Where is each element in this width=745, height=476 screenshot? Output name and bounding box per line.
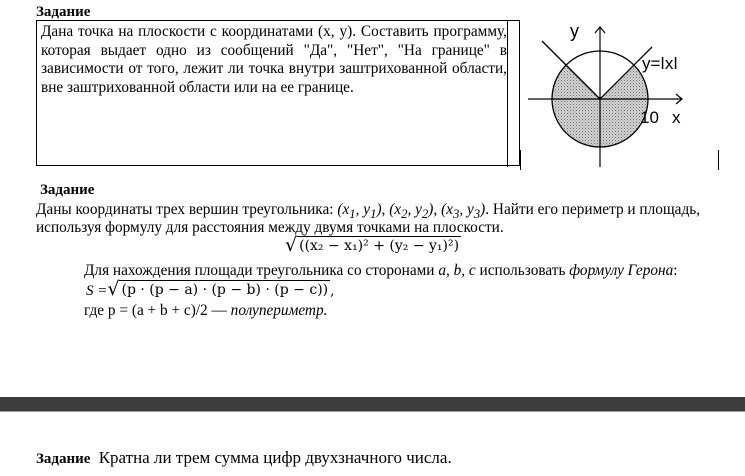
heron-radicand: (p · (p − a) · (p − b) · (p − c)): [121, 282, 329, 298]
heron-name: формулу Герона: [569, 262, 674, 279]
heron-intro: Для нахождения площади треугольника со сторонами: [84, 262, 435, 279]
heron-intro-line: Для нахождения площади треугольника со сторонами a, b, c использовать формулу Герона:: [84, 262, 678, 279]
task2-header: Задание: [40, 182, 95, 198]
point-2: ($x_2$, $y_2$): [389, 201, 434, 222]
heron-lhs: S =: [86, 283, 108, 299]
figure-frame-left: [520, 150, 521, 170]
task2-line1-tail: . Найти его периметр и площадь,: [485, 201, 701, 218]
p-name: полупериметр.: [230, 302, 328, 319]
where-label: где: [84, 302, 105, 319]
figure-frame-right: [718, 150, 719, 170]
point-1: ($x_1$, $y_1$): [337, 201, 382, 222]
task3-text: Кратна ли трем сумма цифр двухзначного числа.: [98, 448, 452, 467]
table-divider: [507, 21, 508, 167]
distance-formula: √ ((x₂ − x₁)² + (y₂ − y₁)²): [285, 234, 460, 256]
x-axis-label: x: [672, 108, 681, 127]
page-separator: [0, 397, 745, 411]
page-separator-line: [0, 411, 745, 412]
task3-line: [36, 448, 452, 468]
distance-formula-radicand: ((x₂ − x₁)² + (y₂ − y₁)²): [299, 238, 460, 254]
heron-mid: использовать: [479, 262, 566, 279]
radius-label: 10: [640, 108, 659, 127]
task2-line2: используя формулу для расстояния между двумя точками на плоскости.: [36, 219, 504, 236]
point-3: ($x_3$, $y_3$): [441, 201, 486, 222]
task1-table: [36, 20, 520, 166]
y-axis-label: y: [570, 21, 579, 41]
task1-text: Дана точка на плоскости с координатами (x, y). Составить программу, которая выдает одно из сообщений "Да", "Нет", "На границе" в зависимости от того, лежит ли точка внутри заштрихованной области, вне заштрихованной области или на ее границе.: [41, 23, 507, 96]
heron-vars: a, b, c: [438, 262, 476, 279]
task2-line1: Даны координаты трех вершин треугольника: ($x_1$, $y_1$), ($x_2$, $y_2$), ($x_3$, $y_3$). Найти его периметр и площадь,: [36, 201, 701, 222]
task1-header: Задание: [36, 4, 91, 20]
p-formula: p = (a + b + c)/2 —: [107, 302, 227, 319]
task3-header: Задание: [36, 451, 91, 467]
function-label: y=ǀxǀ: [642, 54, 678, 73]
region-figure: [510, 17, 710, 171]
task2-line1-text: Даны координаты трех вершин треугольника:: [36, 201, 334, 218]
semiperimeter-line: [84, 302, 327, 320]
heron-formula: S = √ (p · (p − a) · (p − b) · (p − c)) ,: [86, 278, 335, 300]
